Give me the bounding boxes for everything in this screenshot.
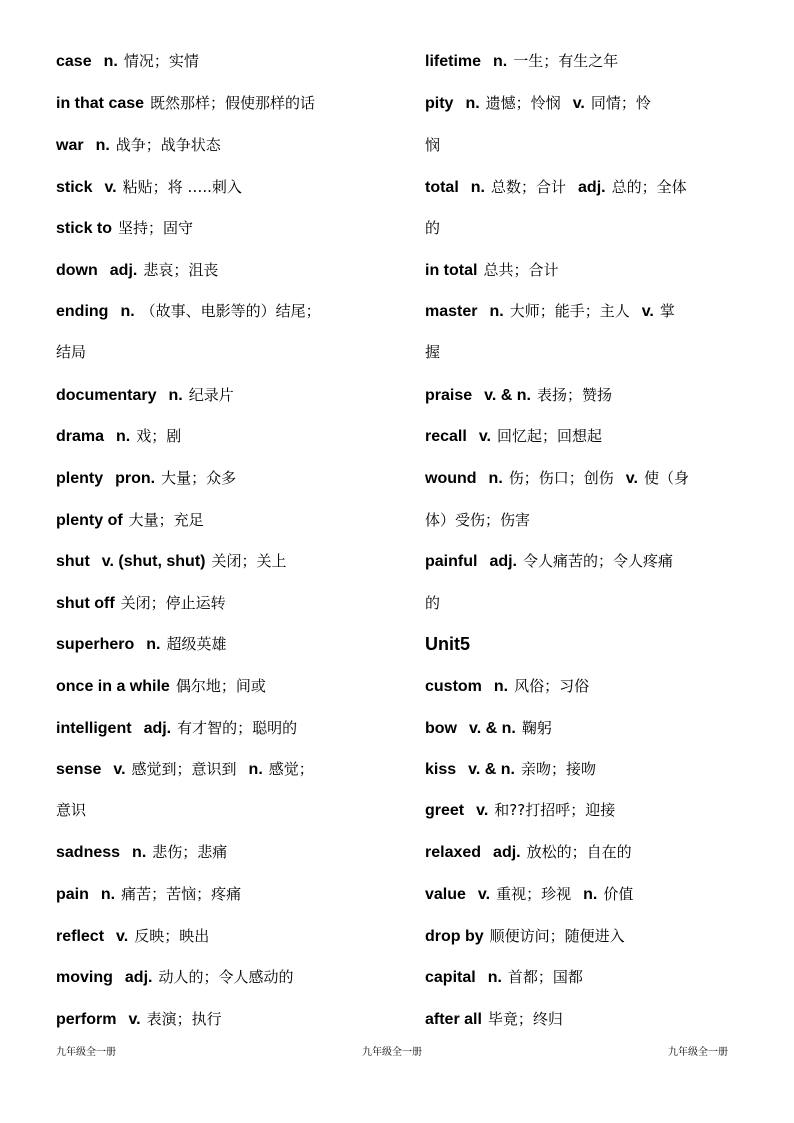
vocab-entry <box>425 92 651 115</box>
entry-pos: v. <box>477 886 491 903</box>
vocab-entry <box>425 799 615 822</box>
unit-title: Unit5 <box>425 634 470 654</box>
entry-word: drama <box>56 428 105 445</box>
entry-word: plenty <box>56 470 104 487</box>
entry-definition: 握 <box>425 343 441 361</box>
entry-definition-secondary: 使（身 <box>643 469 689 487</box>
vocab-entry <box>56 758 314 781</box>
entry-word: value <box>425 886 466 903</box>
entry-word: sadness <box>56 844 121 861</box>
entry-definition: 令人痛苦的；令人疼痛 <box>523 552 674 570</box>
footer-left: 九年级全一册 <box>56 1047 116 1058</box>
entry-definition: 戏；剧 <box>136 427 182 445</box>
entry-word: recall <box>425 428 467 445</box>
vocab-entry-continuation <box>425 134 440 156</box>
entry-definition: 遗憾；怜悯 <box>485 94 561 112</box>
vocab-entry <box>425 883 633 906</box>
entry-definition: 亲吻；接吻 <box>520 760 596 778</box>
entry-definition: 伤；伤口；创伤 <box>508 469 614 487</box>
vocab-entry <box>56 925 209 948</box>
entry-definition: 意识 <box>56 801 87 819</box>
entry-word: after all <box>425 1011 482 1028</box>
entry-word: once in a while <box>56 678 170 695</box>
entry-pos: n. <box>487 969 502 986</box>
vocab-entry <box>56 259 218 282</box>
entry-definition: 坚持；固守 <box>118 219 194 237</box>
entry-pos-secondary: adj. <box>578 179 606 196</box>
entry-pos: n. <box>465 95 480 112</box>
vocab-entry <box>425 467 689 490</box>
entry-definition: 大师；能手；主人 <box>509 302 630 320</box>
entry-pos: v. <box>476 802 489 819</box>
entry-definition: 偶尔地；间或 <box>175 677 266 695</box>
entry-definition: 既然那样；假使那样的话 <box>150 94 316 112</box>
entry-word: total <box>425 179 459 196</box>
vocab-entry-continuation <box>56 341 86 363</box>
vocab-entry <box>56 134 221 157</box>
entry-pos: adj. <box>493 844 521 861</box>
entry-word: greet <box>425 802 465 819</box>
entry-definition: 体）受伤；伤害 <box>425 511 531 529</box>
entry-word: pity <box>425 95 454 112</box>
entry-word: capital <box>425 969 476 986</box>
vocab-entry <box>56 633 226 656</box>
entry-pos: v. & n. <box>469 720 516 737</box>
vocab-entry <box>425 50 618 73</box>
entry-definition: 表扬；赞扬 <box>536 386 612 404</box>
entry-definition: （故事、电影等的）结尾； <box>140 302 321 320</box>
vocab-entry <box>425 966 583 989</box>
entry-word: drop by <box>425 928 484 945</box>
entry-definition: 总数；合计 <box>491 178 567 196</box>
entry-pos: n. <box>132 844 147 861</box>
entry-definition: 关闭；停止运转 <box>120 594 226 612</box>
entry-definition: 大量；充足 <box>128 511 204 529</box>
entry-definition: 悲伤；悲痛 <box>152 843 228 861</box>
entry-word: plenty of <box>56 512 123 529</box>
vocab-entry <box>56 1008 222 1031</box>
entry-definition-secondary: 感觉； <box>268 760 314 778</box>
vocab-entry <box>425 384 612 407</box>
entry-definition: 风俗；习俗 <box>514 677 590 695</box>
entry-word: in total <box>425 262 478 279</box>
entry-pos: n. <box>168 387 183 404</box>
entry-pos: pron. <box>115 470 156 487</box>
entry-pos: v. & n. <box>484 387 531 404</box>
entry-pos: n. <box>489 303 504 320</box>
entry-word: praise <box>425 387 473 404</box>
entry-word: in that case <box>56 95 145 112</box>
entry-definition: 毕竟；终归 <box>487 1010 563 1028</box>
entry-pos: adj. <box>109 262 138 279</box>
vocab-entry-continuation <box>56 799 86 821</box>
entry-word: sense <box>56 761 102 778</box>
entry-word: wound <box>425 470 477 487</box>
entry-definition: 关闭；关上 <box>211 552 287 570</box>
entry-word: ending <box>56 303 109 320</box>
entry-definition-secondary: 同情；怜 <box>590 94 651 112</box>
entry-word: kiss <box>425 761 457 778</box>
vocab-entry-continuation <box>425 509 530 531</box>
entry-pos: n. <box>488 470 503 487</box>
entry-definition: 大量；众多 <box>161 469 237 487</box>
vocab-entry <box>425 1008 563 1031</box>
entry-word: shut off <box>56 595 115 612</box>
entry-definition: 重视；珍视 <box>496 885 572 903</box>
entry-definition: 的 <box>425 219 441 237</box>
entry-pos-secondary: v. <box>625 470 638 487</box>
entry-pos-secondary: v. <box>572 95 585 112</box>
vocab-entry <box>56 841 227 864</box>
entry-word: painful <box>425 553 478 570</box>
entry-definition: 一生；有生之年 <box>513 52 619 70</box>
entry-pos-secondary: n. <box>248 761 263 778</box>
entry-definition: 悯 <box>425 136 441 154</box>
entry-pos: v. <box>128 1011 141 1028</box>
entry-definition: 的 <box>425 594 441 612</box>
vocab-entry <box>425 550 673 573</box>
vocab-entry <box>56 883 241 906</box>
vocab-entry <box>425 758 596 781</box>
entry-word: pain <box>56 886 89 903</box>
entry-pos: n. <box>120 303 135 320</box>
vocab-entry-continuation <box>425 217 440 239</box>
vocab-entry <box>56 467 236 490</box>
entry-pos: n. <box>95 137 110 154</box>
entry-pos: n. <box>100 886 116 903</box>
entry-pos: v. <box>113 761 126 778</box>
footer-right: 九年级全一册 <box>668 1047 728 1058</box>
entry-pos: v. & n. <box>468 761 515 778</box>
entry-definition: 粘贴；将 …..刺入 <box>122 178 242 196</box>
entry-word: reflect <box>56 928 105 945</box>
entry-word: war <box>56 137 84 154</box>
entry-pos: v. (shut, shut) <box>101 553 206 570</box>
vocab-entry <box>56 92 315 115</box>
entry-definition-secondary: 掌 <box>659 302 675 320</box>
vocab-entry-continuation <box>425 592 440 614</box>
entry-word: custom <box>425 678 482 695</box>
entry-definition: 动人的；令人感动的 <box>158 968 294 986</box>
entry-pos: n. <box>103 53 118 70</box>
vocab-entry <box>425 259 558 282</box>
vocab-entry <box>56 509 204 532</box>
entry-pos: n. <box>146 636 161 653</box>
entry-definition: 纪录片 <box>188 386 234 404</box>
vocab-entry <box>56 966 293 989</box>
entry-definition: 感觉到；意识到 <box>131 760 237 778</box>
entry-pos-secondary: v. <box>641 303 654 320</box>
entry-pos: n. <box>470 179 485 196</box>
entry-word: superhero <box>56 636 135 653</box>
entry-definition: 总共；合计 <box>483 261 559 279</box>
entry-word: down <box>56 262 98 279</box>
entry-definition: 鞠躬 <box>521 719 552 737</box>
entry-pos: n. <box>493 53 508 70</box>
entry-definition-secondary: 价值 <box>603 885 634 903</box>
entry-word: stick <box>56 179 93 196</box>
entry-definition: 战争；战争状态 <box>115 136 221 154</box>
entry-definition: 和??打招呼；迎接 <box>494 801 616 819</box>
entry-definition: 表演；执行 <box>146 1010 222 1028</box>
entry-definition: 结局 <box>56 343 87 361</box>
entry-definition: 放松的；自在的 <box>526 843 632 861</box>
entry-pos: v. <box>478 428 491 445</box>
entry-definition-secondary: 总的；全体 <box>611 178 687 196</box>
entry-word: perform <box>56 1011 117 1028</box>
unit-heading <box>425 633 470 656</box>
vocab-entry <box>56 217 193 240</box>
vocab-entry <box>425 176 687 199</box>
entry-definition: 悲哀；沮丧 <box>143 261 219 279</box>
entry-word: documentary <box>56 387 157 404</box>
entry-definition: 回忆起；回想起 <box>496 427 602 445</box>
entry-word: intelligent <box>56 720 132 737</box>
vocab-entry <box>425 925 625 948</box>
entry-word: master <box>425 303 478 320</box>
entry-pos: adj. <box>489 553 517 570</box>
entry-word: bow <box>425 720 457 737</box>
vocab-entry <box>425 300 675 323</box>
entry-word: case <box>56 53 92 70</box>
vocab-entry <box>56 592 226 615</box>
entry-pos: v. <box>116 928 129 945</box>
vocab-entry <box>425 717 552 740</box>
entry-word: moving <box>56 969 113 986</box>
vocab-entry <box>56 550 287 573</box>
entry-pos: adj. <box>143 720 172 737</box>
vocab-entry <box>56 384 234 407</box>
vocab-entry <box>56 176 242 199</box>
vocab-entry <box>425 425 602 448</box>
vocab-entry <box>56 425 181 448</box>
vocab-entry <box>56 50 199 73</box>
entry-word: shut <box>56 553 90 570</box>
vocab-entry <box>56 300 321 323</box>
entry-pos: v. <box>104 179 117 196</box>
entry-definition: 超级英雄 <box>166 635 227 653</box>
vocab-entry <box>425 675 589 698</box>
entry-word: lifetime <box>425 53 482 70</box>
entry-definition: 反映；映出 <box>134 927 210 945</box>
footer-center: 九年级全一册 <box>362 1047 422 1058</box>
entry-word: relaxed <box>425 844 482 861</box>
entry-definition: 顺便访问；随便进入 <box>489 927 625 945</box>
vocab-entry <box>425 841 632 864</box>
entry-definition: 情况；实情 <box>123 52 199 70</box>
entry-definition: 首都；国都 <box>507 968 583 986</box>
vocab-entry <box>56 675 266 698</box>
entry-definition: 有才智的；聪明的 <box>177 719 298 737</box>
entry-definition: 痛苦；苦恼；疼痛 <box>121 885 242 903</box>
entry-pos-secondary: n. <box>583 886 598 903</box>
entry-pos: n. <box>493 678 509 695</box>
entry-pos: n. <box>116 428 131 445</box>
entry-pos: adj. <box>124 969 153 986</box>
vocab-entry-continuation <box>425 341 440 363</box>
entry-word: stick to <box>56 220 113 237</box>
vocab-entry <box>56 717 297 740</box>
